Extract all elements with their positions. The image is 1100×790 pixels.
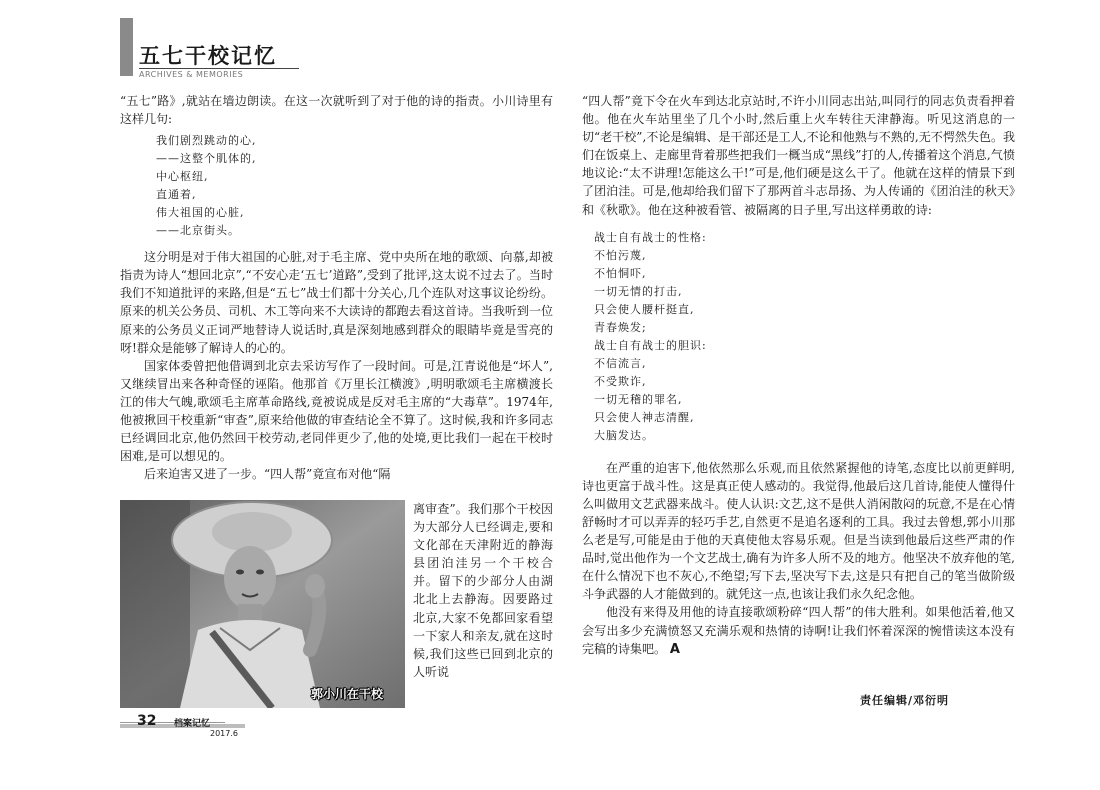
poem-line: 不受欺诈, — [594, 374, 647, 388]
poem-line: 直通着, — [156, 188, 197, 202]
poem-line: 伟大祖国的心脏, — [156, 206, 245, 220]
poem-line: 战士自有战士的胆识: — [594, 338, 707, 352]
poem-line: 中心枢纽, — [156, 170, 209, 184]
poem-line: 不怕污蔑, — [594, 248, 647, 262]
photo-wrap-text — [413, 500, 553, 681]
poem-line: 我们剧烈跳动的心, — [156, 134, 257, 148]
poem-line: 不信流言, — [594, 356, 647, 370]
photo-image — [120, 500, 405, 708]
paragraph: 这分明是对于伟大祖国的心脏,对于毛主席、党中央所在地的歌颂、向慕,却被指责为诗人“想回北京”,“不安心走‘五七’道路”,受到了批评,这太说不过去了。当时我们不知道批评的来路,但是“五七”战士们都十分关心,几个连队对这事议论纷纷。原来的机关公务员、司机、木工等向来不大读诗的都跑去看这首诗。当我听到一位原来的公务员义正词严地替诗人说话时,真是深刻地感到群众的眼睛毕竟是雪亮的呀!群众是能够了解诗人的心的。 — [120, 250, 553, 355]
issue-date: 2017.6 — [210, 729, 238, 738]
paragraph: “五七”路》,就站在墙边朗读。在这一次就听到了对于他的诗的指责。小川诗里有这样几句: — [120, 94, 553, 127]
photo-caption: 郭小川在干校 — [310, 687, 383, 701]
right-column — [582, 92, 1015, 659]
section-title: 五七干校记忆 — [139, 43, 277, 68]
paragraph: 后来迫害又进了一步。“四人帮”竟宣布对他“隔 — [144, 467, 391, 482]
end-mark-icon: A — [669, 641, 680, 657]
paragraph: 离审查”。我们那个干校因为大部分人已经调走,要和文化部在天津附近的静海县团泊洼另一个干校合并。留下的少部分人由湖北北上去静海。因要路过北京,大家不免都回家看望一下家人和亲友,就在这时候,我们这些已回到北京的人听说 — [413, 502, 553, 679]
poem-line: 一切无稽的罪名, — [594, 392, 683, 406]
poem-line: 战士自有战士的性格: — [594, 230, 707, 244]
poem-line: 青春焕发; — [594, 320, 647, 334]
poem-line: 不怕恫吓, — [594, 266, 647, 280]
poem-line: 大脑发达。 — [594, 428, 654, 442]
poem-line: ——这整个肌体的, — [156, 152, 257, 166]
paragraph — [582, 603, 1015, 658]
paragraph-text: 他没有来得及用他的诗直接歌颂粉碎“四人帮”的伟大胜利。如果他活着,他又会写出多少充满愤怒又充满乐观和热情的诗啊!让我们怀着深深的惋惜读这本没有完稿的诗集吧。 — [582, 605, 1015, 656]
paragraph: 在严重的迫害下,他依然那么乐观,而且依然紧握他的诗笔,态度比以前更鲜明,诗也更富于战斗性。这是真正使人感动的。我觉得,他最后这几首诗,能使人懂得什么叫做用文艺武器来战斗。使人认识:文艺,这不是供人消闲散闷的玩意,不是在心情舒畅时才可以弄弄的轻巧手艺,自然更不是追名逐利的工具。我过去曾想,郭小川那么老是写,可能是由于他的天真使他太容易乐观。但是当读到他最后这些严肃的作品时,觉出他作为一个文艺战士,确有为许多人所不及的地方。他坚决不放弃他的笔,在什么情况下也不灰心,不绝望;写下去,坚决写下去,这是只有把自己的笔当做阶级斗争武器的人才能做到的。就凭这一点,也该让我们永久纪念他。 — [582, 460, 1015, 602]
left-column — [120, 92, 553, 483]
poem-line: 只会使人神志清醒, — [594, 410, 695, 424]
section-subtitle: ARCHIVES & MEMORIES — [139, 70, 244, 79]
poem-line: 只会使人腰杆挺直, — [594, 302, 695, 316]
paragraph: 国家体委曾把他借调到北京去采访写作了一段时间。可是,江青说他是“坏人”,又继续冒出来各种奇怪的诬陷。他那首《万里长江横渡》,明明歌颂毛主席横渡长江的伟大气魄,歌颂毛主席革命路线,竟被说成是反对毛主席的“大毒草”。1974年,他被揪回干校重新“审查”,原来给他做的审查结论全不算了。这时候,我和许多同志已经调回北京,他仍然回干校劳动,老同伴更少了,他的处境,更比我们一起在干校时困难,是可以想见的。 — [120, 358, 553, 464]
header-accent-bar — [120, 18, 133, 76]
poem-line: 一切无情的打击, — [594, 284, 683, 298]
header-rule — [139, 68, 299, 69]
editor-credit: 责任编辑/邓衍明 — [860, 694, 950, 707]
poem-line: ——北京街头。 — [156, 224, 240, 238]
magazine-name: 档案记忆 — [174, 719, 211, 729]
photo-guo-xiaochuan — [120, 500, 405, 708]
page-number: 32 — [137, 713, 157, 729]
paragraph: “四人帮”竟下令在火车到达北京站时,不许小川同志出站,叫同行的同志负责看押着他。他在火车站里坐了几个小时,然后重上火车转往天津静海。听见这消息的一切“老干校”,不论是编辑、是干部还是工人,不论和他熟与不熟的,无不愕然失色。我们在饭桌上、走廊里背着那些把我们一概当成“黑线”打的人,传播着这个消息,气愤地议论:“太不讲理!怎能这么干!”可是,他们硬是这么干了。他就在这样的情景下到了团泊洼。可是,他却给我们留下了那两首斗志昂扬、为人传诵的《团泊洼的秋天》和《秋歌》。他在这种被看管、被隔离的日子里,写出这样勇敢的诗: — [582, 94, 1015, 217]
poem-excerpt-1 — [156, 132, 553, 240]
poem-excerpt-2 — [594, 229, 1015, 445]
